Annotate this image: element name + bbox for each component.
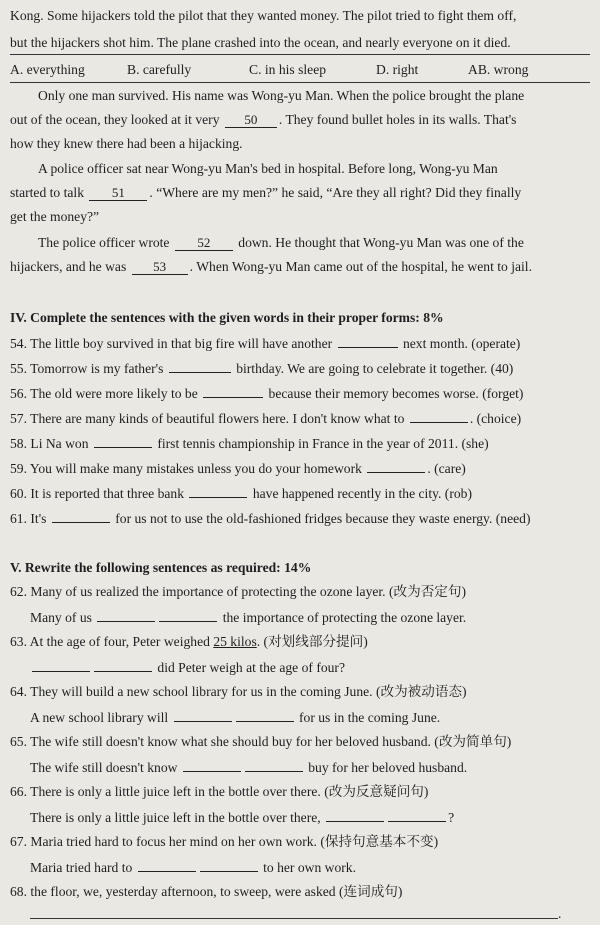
text: . (care) <box>427 461 466 476</box>
text: 57. There are many kinds of beautiful flowers here. I don't know what to <box>10 411 408 426</box>
text: to her own work. <box>259 860 356 875</box>
text: Many of us <box>30 610 96 625</box>
text: 58. Li Na won <box>10 436 92 451</box>
question-56 <box>10 383 590 404</box>
text: 54. The little boy survived in that big fire will have another <box>10 336 336 351</box>
question-60 <box>10 483 590 504</box>
text: hijackers, and he was <box>10 259 130 274</box>
options-row <box>10 60 590 80</box>
question-65: 65. The wife still doesn't know what she should buy for her beloved husband. (改为简单句) <box>10 734 512 749</box>
question-54 <box>10 333 590 354</box>
passage-line <box>10 110 590 130</box>
option: D. right <box>376 62 419 77</box>
text: . They found bullet holes in its walls. That's <box>278 112 517 127</box>
text: Maria tried hard to <box>30 860 136 875</box>
text: A new school library will <box>30 710 172 725</box>
blank-52[interactable] <box>175 236 233 251</box>
section-heading: IV. Complete the sentences with the given words in their proper forms: 8% <box>10 310 444 325</box>
text: . (choice) <box>469 411 522 426</box>
passage-line: A police officer sat near Wong-yu Man's bed in hospital. Before long, Wong-yu Man <box>38 161 498 176</box>
blank-number: 50 <box>244 112 258 127</box>
option: AB. wrong <box>468 62 529 77</box>
passage-line: Only one man survived. His name was Wong-yu Man. When the police brought the plane <box>38 88 525 103</box>
answer-line-67 <box>10 857 600 878</box>
blank-number: 53 <box>153 259 167 274</box>
text: first tennis championship in France in the year of 2011. (she) <box>153 436 489 451</box>
question-64: 64. They will build a new school library for us in the coming June. (改为被动语态) <box>10 684 467 699</box>
text: ? <box>448 810 455 825</box>
text: buy for her beloved husband. <box>304 760 468 775</box>
text: for us not to use the old-fashioned fridges because they waste energy. (need) <box>111 511 531 526</box>
text: . (对划线部分提问) <box>256 634 368 649</box>
text: have happened recently in the city. (rob) <box>249 486 472 501</box>
answer-blank[interactable] <box>203 383 263 398</box>
question-55 <box>10 358 590 379</box>
answer-blank[interactable] <box>52 508 110 523</box>
answer-blank[interactable] <box>189 483 247 498</box>
answer-blank[interactable] <box>183 757 241 772</box>
text: 60. It is reported that three bank <box>10 486 188 501</box>
divider <box>10 54 590 55</box>
answer-line-63 <box>10 657 600 678</box>
question-66: 66. There is only a little juice left in the bottle over there. (改为反意疑问句) <box>10 784 429 799</box>
text: The police officer wrote <box>38 235 173 250</box>
text: 59. You will make many mistakes unless you do your homework <box>10 461 366 476</box>
text: There is only a little juice left in the bottle over there, <box>30 810 325 825</box>
passage-line: how they knew there had been a hijacking. <box>10 136 243 151</box>
question-68: 68. the floor, we, yesterday afternoon, to sweep, were asked (连词成句) <box>10 884 403 899</box>
text: started to talk <box>10 185 88 200</box>
answer-line-65 <box>10 757 600 778</box>
text: . “Where are my men?” he said, “Are they all right? Did they finally <box>149 185 522 200</box>
text: down. He thought that Wong-yu Man was one of the <box>234 235 524 250</box>
text: next month. (operate) <box>399 336 521 351</box>
answer-blank[interactable] <box>169 358 231 373</box>
text: for us in the coming June. <box>295 710 441 725</box>
passage-line <box>10 257 590 277</box>
answer-blank[interactable] <box>388 807 446 822</box>
blank-number: 52 <box>197 235 211 250</box>
text: the importance of protecting the ozone layer. <box>219 610 467 625</box>
answer-blank[interactable] <box>245 757 303 772</box>
answer-line-66 <box>10 807 600 828</box>
blank-number: 51 <box>111 185 125 200</box>
text: . When Wong-yu Man came out of the hospital, he went to jail. <box>189 259 532 274</box>
question-58 <box>10 433 590 454</box>
underlined-phrase: 25 kilos <box>213 634 257 649</box>
text: 55. Tomorrow is my father's <box>10 361 167 376</box>
answer-blank[interactable] <box>200 857 258 872</box>
text: because their memory becomes worse. (forget) <box>265 386 524 401</box>
sentence-end-mark: . <box>558 906 562 921</box>
answer-blank[interactable] <box>236 707 294 722</box>
answer-blank[interactable] <box>94 657 152 672</box>
blank-53[interactable] <box>132 260 188 275</box>
passage-line: Kong. Some hijackers told the pilot that they wanted money. The pilot tried to fight them off, <box>10 8 517 23</box>
passage-line <box>10 233 600 253</box>
answer-blank[interactable] <box>367 458 425 473</box>
text: 56. The old were more likely to be <box>10 386 202 401</box>
divider <box>10 82 590 83</box>
answer-blank[interactable] <box>326 807 384 822</box>
option: C. in his sleep <box>249 62 327 77</box>
text: out of the ocean, they looked at it very <box>10 112 223 127</box>
answer-blank[interactable] <box>97 607 155 622</box>
text: 61. It's <box>10 511 50 526</box>
text: The wife still doesn't know <box>30 760 181 775</box>
answer-blank[interactable] <box>174 707 232 722</box>
blank-50[interactable] <box>225 113 277 128</box>
text: birthday. We are going to celebrate it together. (40) <box>232 361 514 376</box>
option: B. carefully <box>127 62 192 77</box>
blank-51[interactable] <box>89 186 147 201</box>
answer-blank[interactable] <box>338 333 398 348</box>
question-59 <box>10 458 590 479</box>
option: A. everything <box>10 62 85 77</box>
passage-line <box>10 183 590 203</box>
question-61 <box>10 508 590 529</box>
answer-blank[interactable] <box>32 657 90 672</box>
answer-blank[interactable] <box>410 408 468 423</box>
passage-line: get the money?” <box>10 209 100 224</box>
passage-line: but the hijackers shot him. The plane crashed into the ocean, and nearly everyone on it died. <box>10 35 511 50</box>
question-62: 62. Many of us realized the importance of protecting the ozone layer. (改为否定句) <box>10 584 467 599</box>
text: did Peter weigh at the age of four? <box>154 660 345 675</box>
answer-blank-68[interactable] <box>30 918 558 919</box>
answer-line-62 <box>10 607 600 628</box>
text: 63. At the age of four, Peter weighed <box>10 634 214 649</box>
answer-line-64 <box>10 707 600 728</box>
question-67: 67. Maria tried hard to focus her mind on her own work. (保持句意基本不变) <box>10 834 439 849</box>
question-57 <box>10 408 590 429</box>
question-63 <box>10 632 590 652</box>
answer-blank[interactable] <box>94 433 152 448</box>
section-heading: V. Rewrite the following sentences as required: 14% <box>10 560 312 575</box>
answer-blank[interactable] <box>138 857 196 872</box>
answer-blank[interactable] <box>159 607 217 622</box>
